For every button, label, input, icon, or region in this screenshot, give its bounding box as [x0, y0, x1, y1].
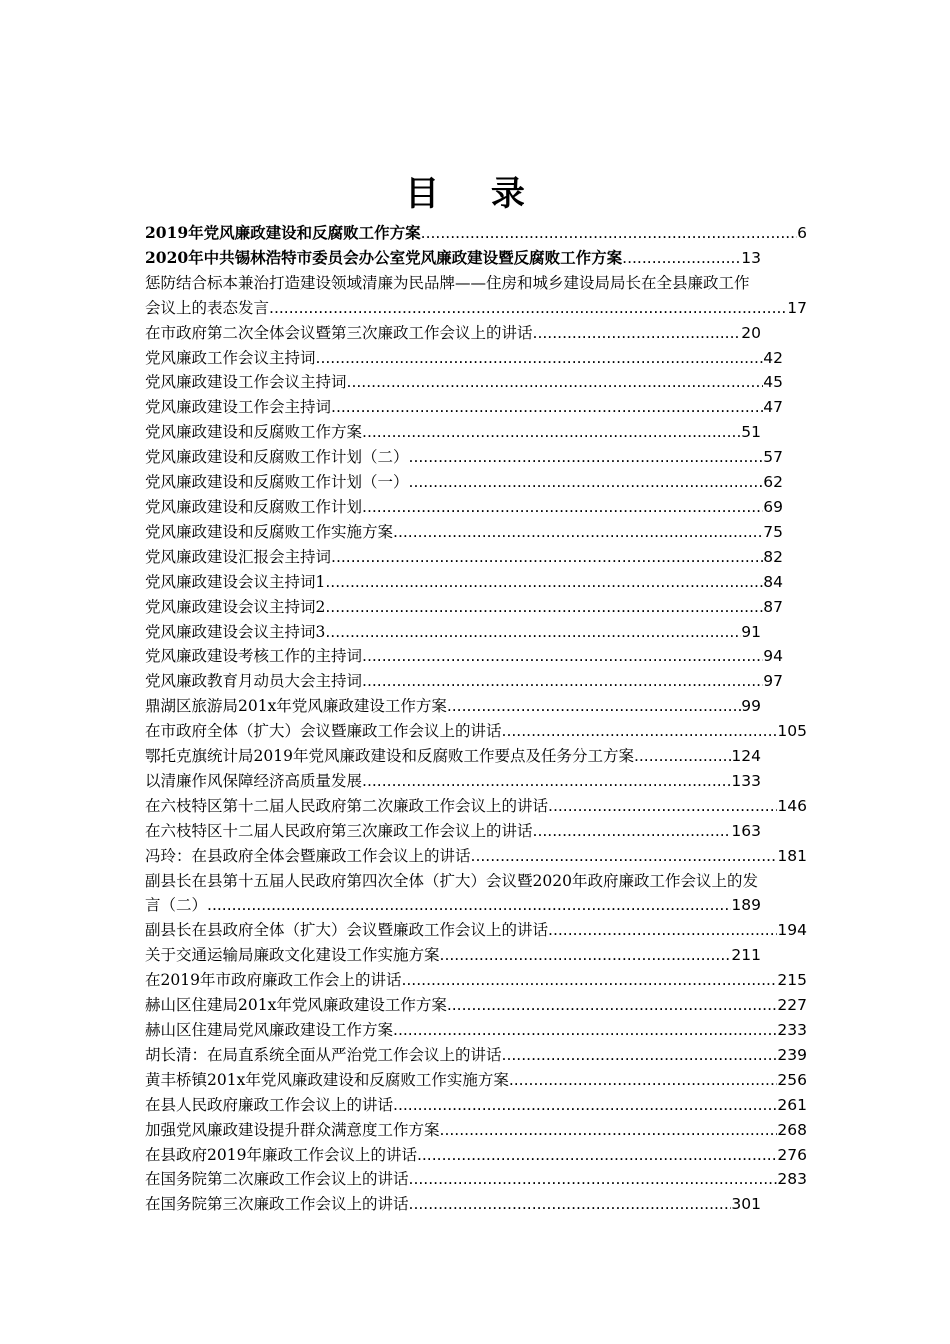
toc-entry[interactable] — [145, 470, 783, 495]
toc-entry[interactable] — [145, 370, 783, 395]
toc-entry-title: 党风廉政建设汇报会主持词 — [145, 547, 332, 566]
toc-entry[interactable] — [145, 1192, 761, 1217]
toc-entry-title: 党风廉政建设和反腐败工作计划（一） — [145, 473, 409, 492]
leader-dots — [207, 893, 731, 918]
leader-dots — [269, 296, 787, 321]
leader-dots — [440, 943, 732, 968]
toc-entry-title: 以清廉作风保障经济高质量发展 — [145, 771, 363, 790]
toc-entry-page: 97 — [763, 672, 783, 691]
toc-entry-title: 党风廉政工作会议主持词 — [145, 348, 316, 367]
leader-dots — [362, 669, 763, 694]
toc-entry-title: 鼎湖区旅游局201x年党风廉政建设工作方案 — [145, 697, 447, 716]
toc-entry-page: 261 — [777, 1095, 807, 1114]
toc-entry-page: 105 — [777, 722, 807, 741]
toc-entry-page: 301 — [731, 1195, 761, 1214]
toc-entry-page: 215 — [777, 971, 807, 990]
toc-entry-page: 194 — [777, 921, 807, 940]
toc-entry[interactable] — [145, 794, 807, 819]
toc-entry-page: 47 — [763, 398, 783, 417]
toc-entry[interactable] — [145, 395, 783, 420]
leader-dots — [393, 520, 763, 545]
toc-entry-page: 233 — [777, 1021, 807, 1039]
toc-entry[interactable] — [145, 420, 761, 445]
toc-entry[interactable] — [145, 869, 761, 919]
leader-dots — [325, 620, 741, 645]
toc-entry-page: 146 — [777, 796, 807, 815]
toc-entry[interactable] — [145, 844, 807, 869]
toc-entry[interactable] — [145, 545, 783, 570]
leader-dots — [409, 445, 764, 470]
toc-entry[interactable] — [145, 570, 783, 595]
toc-entry-title: 在国务院第二次廉政工作会议上的讲话 — [145, 1170, 409, 1189]
toc-entry[interactable] — [145, 445, 783, 470]
toc-entry-title: 党风廉政建设会议主持词1 — [145, 572, 326, 591]
leader-dots — [622, 246, 741, 271]
toc-entry-page: 181 — [777, 846, 807, 865]
toc-entry-page: 268 — [777, 1120, 807, 1139]
leader-dots — [362, 420, 741, 445]
toc-entry-title-continued: 会议上的表态发言 — [145, 298, 270, 317]
leader-dots — [533, 819, 732, 844]
toc-entry-page: 133 — [731, 771, 761, 790]
toc-entry[interactable] — [145, 968, 807, 993]
leader-dots — [421, 221, 797, 246]
leader-dots — [548, 794, 777, 819]
leader-dots — [533, 321, 742, 346]
toc-entry[interactable] — [145, 694, 761, 719]
toc-entry-title: 惩防结合标本兼治打造建设领域清廉为民品牌——住房和城乡建设局局长在全县廉政工作 — [145, 273, 750, 292]
toc-title: 目 录 — [405, 174, 545, 214]
toc-entry-title: 胡长清：在局直系统全面从严治党工作会议上的讲话 — [145, 1045, 502, 1064]
toc-entry-page: 69 — [763, 497, 783, 516]
toc-entry-page: 45 — [763, 373, 783, 392]
toc-entry-title: 在六枝特区第十二届人民政府第二次廉政工作会议上的讲话 — [145, 796, 549, 815]
leader-dots — [401, 968, 777, 993]
toc-entry[interactable] — [145, 744, 761, 769]
leader-dots — [509, 1068, 778, 1093]
toc-entry[interactable] — [145, 769, 761, 794]
toc-entry-page: 94 — [763, 647, 783, 666]
toc-entry[interactable] — [145, 819, 761, 844]
toc-entry[interactable] — [145, 1043, 807, 1068]
toc-entry-title: 关于交通运输局廉政文化建设工作实施方案 — [145, 946, 440, 965]
leader-dots — [471, 844, 778, 869]
toc-entry[interactable] — [145, 644, 783, 669]
toc-entry-page: 256 — [777, 1070, 807, 1089]
toc-entry-title: 副县长在县政府全体（扩大）会议暨廉政工作会议上的讲话 — [145, 921, 549, 940]
toc-entry-page: 87 — [763, 597, 783, 616]
leader-dots — [362, 769, 731, 794]
toc-entry-page: 62 — [763, 473, 783, 492]
toc-entry[interactable] — [145, 520, 783, 545]
toc-entry[interactable] — [145, 271, 807, 321]
toc-entry[interactable] — [145, 246, 761, 271]
toc-entry[interactable] — [145, 1068, 807, 1093]
toc-entry-page: 227 — [777, 996, 807, 1015]
leader-dots — [447, 694, 741, 719]
toc-entry[interactable] — [145, 595, 783, 620]
leader-dots — [409, 1192, 732, 1217]
toc-entry-title: 副县长在县第十五届人民政府第四次全体（扩大）会议暨2020年政府廉政工作会议上的发 — [145, 871, 758, 890]
toc-entry-page: 211 — [731, 946, 761, 965]
toc-entry[interactable] — [145, 346, 783, 371]
toc-entry-title: 党风廉政教育月动员大会主持词 — [145, 672, 363, 691]
toc-entry-page: 124 — [731, 747, 761, 766]
leader-dots — [393, 1018, 777, 1043]
leader-dots — [502, 1043, 778, 1068]
toc-entry[interactable] — [145, 1093, 807, 1118]
toc-entry[interactable] — [145, 1143, 807, 1168]
toc-entry-title: 赫山区住建局201x年党风廉政建设工作方案 — [145, 996, 447, 1015]
leader-dots — [417, 1143, 777, 1168]
leader-dots — [548, 918, 777, 943]
toc-entry-title: 党风廉政建设工作会议主持词 — [145, 373, 347, 392]
leader-dots — [347, 370, 764, 395]
toc-entry-page: 99 — [741, 697, 761, 716]
toc-entry-page: 17 — [787, 298, 807, 317]
leader-dots — [634, 744, 731, 769]
toc-entry[interactable] — [145, 993, 807, 1018]
toc-entry-page: 283 — [777, 1170, 807, 1189]
toc-entry-page: 13 — [741, 248, 761, 267]
table-of-contents — [145, 221, 807, 1217]
toc-entry-title: 加强党风廉政建设提升群众满意度工作方案 — [145, 1120, 440, 1139]
toc-entry-page: 91 — [741, 622, 761, 641]
toc-entry-page: 20 — [741, 323, 761, 342]
toc-entry-page: 51 — [741, 423, 761, 442]
toc-entry-title: 赫山区住建局党风廉政建设工作方案 — [145, 1021, 394, 1039]
leader-dots — [447, 993, 778, 1018]
toc-entry-title: 党风廉政建设和反腐败工作方案 — [145, 423, 363, 442]
toc-entry-page: 57 — [763, 448, 783, 467]
toc-entry[interactable] — [145, 943, 761, 968]
toc-entry-page: 82 — [763, 547, 783, 566]
leader-dots — [325, 595, 763, 620]
toc-entry-title: 党风廉政建设和反腐败工作计划（二） — [145, 448, 409, 467]
leader-dots — [362, 495, 763, 520]
toc-entry-page: 163 — [731, 821, 761, 840]
toc-entry-page: 84 — [763, 572, 783, 591]
toc-entry-title: 在市政府第二次全体会议暨第三次廉政工作会议上的讲话 — [145, 323, 533, 342]
toc-entry-page: 6 — [797, 224, 807, 242]
leader-dots — [331, 395, 763, 420]
leader-dots — [316, 346, 764, 371]
leader-dots — [440, 1118, 778, 1143]
toc-entry-title: 在县人民政府廉政工作会议上的讲话 — [145, 1095, 394, 1114]
toc-entry[interactable] — [145, 1018, 807, 1043]
leader-dots — [409, 1167, 778, 1192]
toc-entry[interactable] — [145, 620, 761, 645]
toc-entry-title: 在2019年市政府廉政工作会上的讲话 — [145, 971, 402, 990]
toc-entry-title: 黄丰桥镇201x年党风廉政建设和反腐败工作实施方案 — [145, 1070, 509, 1089]
toc-entry-title: 党风廉政建设考核工作的主持词 — [145, 647, 363, 666]
toc-entry-title: 在六枝特区十二届人民政府第三次廉政工作会议上的讲话 — [145, 821, 533, 840]
toc-entry-page: 42 — [763, 348, 783, 367]
leader-dots — [362, 644, 763, 669]
toc-entry-page: 276 — [777, 1145, 807, 1164]
leader-dots — [325, 570, 763, 595]
toc-entry-title: 党风廉政建设和反腐败工作计划 — [145, 497, 363, 516]
leader-dots — [502, 719, 778, 744]
toc-entry-title: 在国务院第三次廉政工作会议上的讲话 — [145, 1195, 409, 1214]
toc-entry[interactable] — [145, 321, 761, 346]
toc-entry[interactable] — [145, 719, 807, 744]
toc-entry[interactable] — [145, 1167, 807, 1192]
toc-entry-title: 党风廉政建设和反腐败工作实施方案 — [145, 522, 394, 541]
toc-entry-title: 2019年党风廉政建设和反腐败工作方案 — [145, 223, 421, 242]
toc-entry-title: 在县政府2019年廉政工作会议上的讲话 — [145, 1145, 417, 1164]
toc-entry-title: 党风廉政建设会议主持词2 — [145, 597, 326, 616]
toc-entry-page: 75 — [763, 522, 783, 541]
toc-entry[interactable] — [145, 495, 783, 520]
leader-dots — [393, 1093, 777, 1118]
toc-entry-title: 党风廉政建设会议主持词3 — [145, 622, 326, 641]
toc-entry[interactable] — [145, 669, 783, 694]
leader-dots — [409, 470, 764, 495]
toc-entry-page: 189 — [731, 896, 761, 915]
leader-dots — [331, 545, 763, 570]
toc-entry-title: 在市政府全体（扩大）会议暨廉政工作会议上的讲话 — [145, 722, 502, 741]
toc-entry[interactable] — [145, 1118, 807, 1143]
toc-entry-title: 2020年中共锡林浩特市委员会办公室党风廉政建设暨反腐败工作方案 — [145, 247, 623, 267]
toc-entry-title: 党风廉政建设工作会主持词 — [145, 398, 332, 417]
toc-entry[interactable] — [145, 221, 807, 246]
toc-entry-page: 239 — [777, 1045, 807, 1064]
toc-entry[interactable] — [145, 918, 807, 943]
toc-entry-title: 冯玲：在县政府全体会暨廉政工作会议上的讲话 — [145, 846, 471, 865]
toc-entry-title: 鄂托克旗统计局2019年党风廉政建设和反腐败工作要点及任务分工方案 — [145, 747, 634, 766]
toc-entry-title-continued: 言（二） — [145, 896, 208, 915]
